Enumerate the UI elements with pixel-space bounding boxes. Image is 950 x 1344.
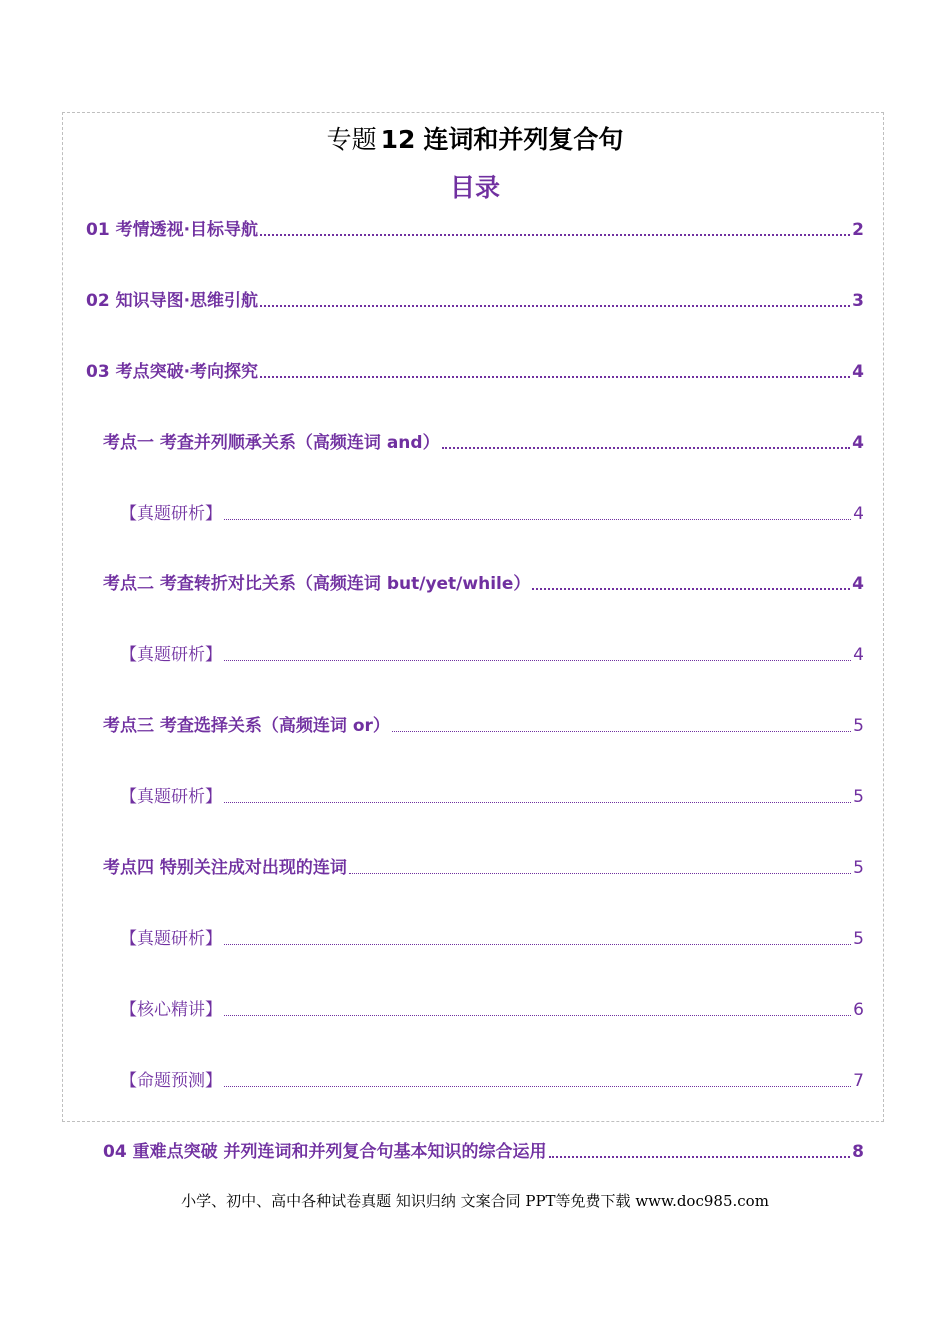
toc-page-number: 6: [853, 1000, 864, 1020]
toc-entry-label: 【真题研析】: [120, 787, 222, 807]
toc-entry-label: 【命题预测】: [120, 1071, 222, 1091]
toc-page-number: 7: [853, 1071, 864, 1091]
toc-entry-kaodian-2[interactable]: [103, 570, 864, 596]
toc-entry-label: 【真题研析】: [120, 645, 222, 665]
toc-entry-02[interactable]: [86, 287, 864, 313]
toc-leader: [260, 376, 850, 378]
toc-page-number: 8: [852, 1142, 864, 1162]
toc-leader: [224, 944, 851, 945]
toc-page-number: 3: [852, 291, 864, 311]
toc-entry-label: 01 考情透视·目标导航: [86, 220, 259, 240]
toc-leader: [224, 519, 851, 520]
toc-entry-01[interactable]: [86, 216, 864, 242]
toc-page-number: 5: [853, 716, 864, 736]
toc-page-number: 4: [852, 362, 864, 382]
toc-entry-label: 04 重难点突破 并列连词和并列复合句基本知识的综合运用: [103, 1142, 547, 1162]
toc-entry-zhenti-2[interactable]: [120, 641, 864, 667]
toc-leader: [549, 1156, 851, 1158]
title-prefix: 专题: [326, 125, 377, 154]
toc-leader: [224, 802, 851, 803]
toc-entry-yuce[interactable]: [120, 1067, 864, 1093]
toc-entry-label: 考点四 特别关注成对出现的连词: [103, 858, 347, 878]
toc-entry-label: 【真题研析】: [120, 504, 222, 524]
toc-leader: [442, 447, 851, 449]
toc-entry-zhenti-4[interactable]: [120, 925, 864, 951]
toc-entry-label: 02 知识导图·思维引航: [86, 291, 259, 311]
toc-entry-label: 考点一 考查并列顺承关系（高频连词 and）: [103, 433, 440, 453]
toc-page-number: 4: [853, 645, 864, 665]
toc-leader: [224, 1015, 851, 1016]
toc-leader: [532, 588, 850, 590]
toc-entry-kaodian-3[interactable]: [103, 712, 864, 738]
toc-entry-zhenti-1[interactable]: [120, 500, 864, 526]
toc-entry-hexin[interactable]: [120, 996, 864, 1022]
toc-entry-zhenti-3[interactable]: [120, 783, 864, 809]
toc-entry-label: 考点二 考查转折对比关系（高频连词 but/yet/while）: [103, 574, 531, 594]
document-title: [0, 120, 950, 156]
toc-entry-label: 03 考点突破·考向探究: [86, 362, 259, 382]
toc-page-number: 5: [853, 929, 864, 949]
toc-page-number: 2: [852, 220, 864, 240]
toc-entry-label: 考点三 考查选择关系（高频连词 or）: [103, 716, 390, 736]
toc-leader: [260, 234, 850, 236]
toc-leader: [224, 1086, 851, 1087]
toc-page-number: 4: [852, 574, 864, 594]
page-footer: 小学、初中、高中各种试卷真题 知识归纳 文案合同 PPT等免费下载 www.doc985.com: [181, 1192, 769, 1210]
toc-leader: [392, 731, 851, 732]
toc-entry-04[interactable]: [103, 1138, 864, 1164]
toc-leader: [349, 873, 851, 874]
toc-page-number: 5: [853, 787, 864, 807]
toc-entry-label: 【核心精讲】: [120, 1000, 222, 1020]
title-main: 连词和并列复合句: [423, 125, 624, 154]
toc-entry-kaodian-1[interactable]: [103, 429, 864, 455]
toc-heading: 目录: [449, 173, 500, 202]
toc-page-number: 5: [853, 858, 864, 878]
title-number: 12: [380, 125, 416, 154]
toc-leader: [224, 660, 851, 661]
toc-leader: [260, 305, 850, 307]
toc-entry-label: 【真题研析】: [120, 929, 222, 949]
content-frame: [62, 112, 884, 1122]
toc-entry-kaodian-4[interactable]: [103, 854, 864, 880]
toc-entry-03[interactable]: [86, 358, 864, 384]
toc-page-number: 4: [853, 504, 864, 524]
toc-page-number: 4: [852, 433, 864, 453]
